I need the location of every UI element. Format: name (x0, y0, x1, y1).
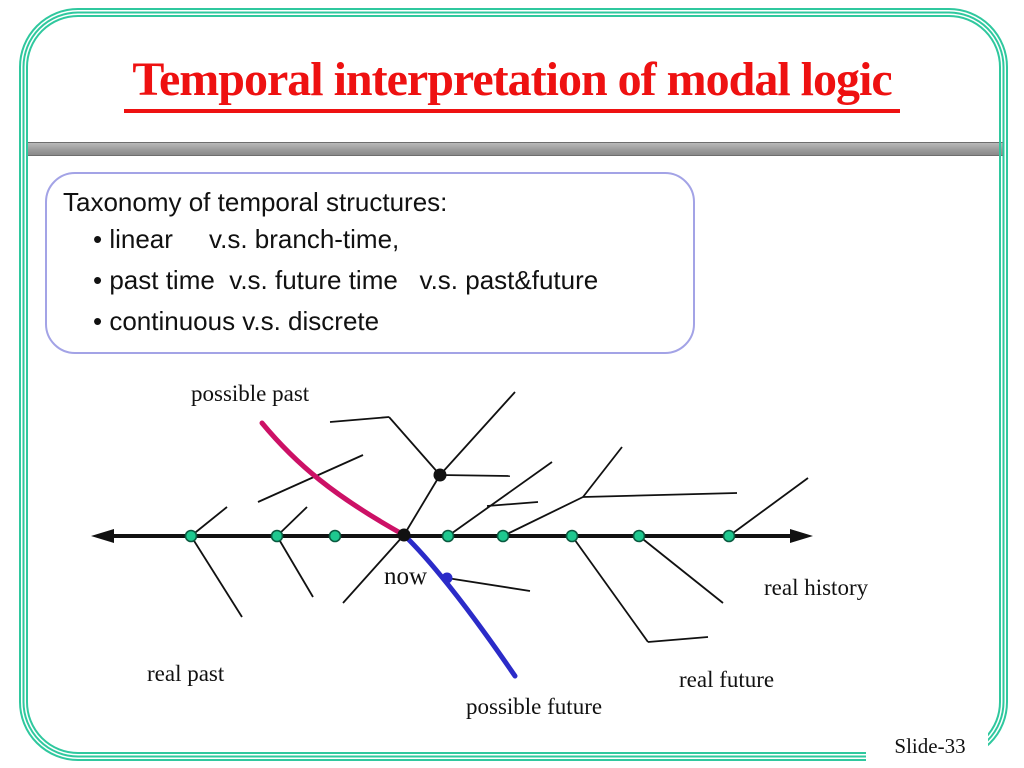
now-node (398, 529, 411, 542)
branch-lines (191, 392, 808, 642)
possible-future-line (404, 535, 515, 676)
label-real-past: real past (147, 661, 225, 686)
label-real-history: real history (764, 575, 869, 600)
timeline-right-arrowhead (790, 529, 813, 543)
taxonomy-item-past-future: • past time v.s. future time v.s. past&future (93, 265, 599, 295)
page-title: Temporal interpretation of modal logic (124, 54, 899, 113)
taxonomy-item-continuous: • continuous v.s. discrete (93, 306, 380, 336)
slide-number: Slide-33 (894, 734, 966, 758)
taxonomy-heading: Taxonomy of temporal structures: (63, 187, 448, 217)
taxonomy-box (45, 172, 695, 354)
possible-future-node (442, 573, 453, 584)
branch-junction-node (434, 469, 447, 482)
slide-border-frame (20, 9, 1007, 765)
title-area (40, 54, 984, 113)
label-now: now (384, 563, 428, 590)
label-real-future: real future (679, 667, 775, 692)
temporal-diagram (91, 392, 813, 676)
possible-past-line (262, 423, 404, 535)
label-possible-past: possible past (191, 381, 310, 406)
taxonomy-item-linear: • linear v.s. branch-time, (93, 224, 400, 254)
timeline-left-arrowhead (91, 529, 114, 543)
label-possible-future: possible future (466, 694, 603, 719)
